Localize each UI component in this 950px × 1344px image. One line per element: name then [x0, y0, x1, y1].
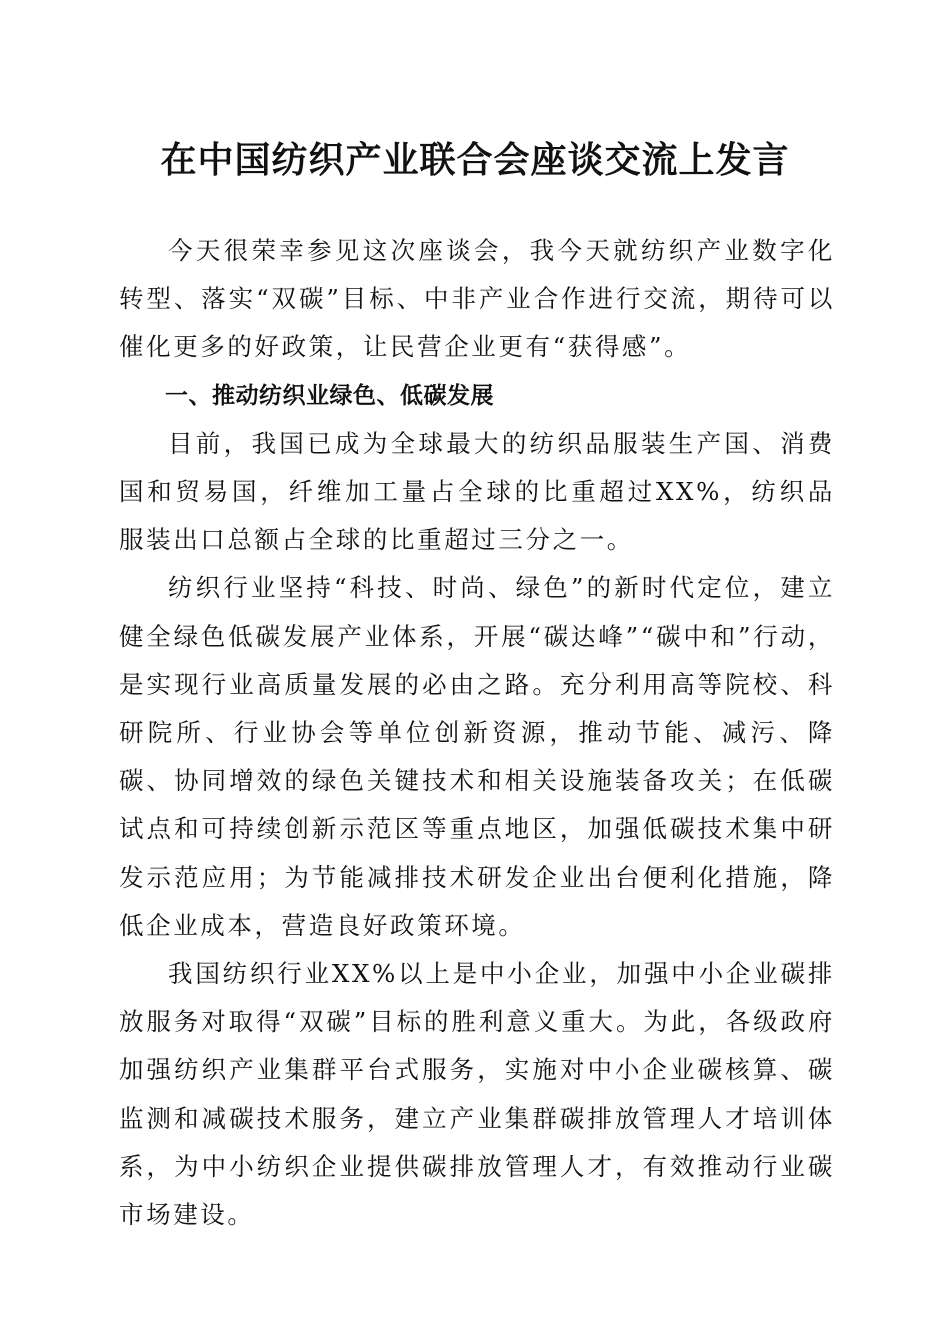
body-paragraph: 目前，我国已成为全球最大的纺织品服装生产国、消费国和贸易国，纤维加工量占全球的比重超过XX%，纺织品服装出口总额占全球的比重超过三分之一。: [119, 428, 835, 555]
body-paragraph: 我国纺织行业XX%以上是中小企业，加强中小企业碳排放服务对取得“双碳”目标的胜利意义重大。为此，各级政府加强纺织产业集群平台式服务，实施对中小企业碳核算、碳监测和减碳技术服务，建立产业集群碳排放管理人才培训体系，为中小纺织企业提供碳排放管理人才，有效推动行业碳市场建设。: [119, 959, 835, 1230]
document-title: 在中国纺织产业联合会座谈交流上发言: [160, 139, 790, 181]
intro-paragraph: 今天很荣幸参见这次座谈会，我今天就纺织产业数字化转型、落实“双碳”目标、中非产业合作进行交流，期待可以催化更多的好政策，让民营企业更有“获得感”。: [119, 236, 835, 362]
body-paragraph: 纺织行业坚持“科技、时尚、绿色”的新时代定位，建立健全绿色低碳发展产业体系，开展“碳达峰”“碳中和”行动，是实现行业高质量发展的必由之路。充分利用高等院校、科研院所、行业协会等单位创新资源，推动节能、减污、降碳、协同增效的绿色关键技术和相关设施装备攻关；在低碳试点和可持续创新示范区等重点地区，加强低碳技术集中研发示范应用；为节能减排技术研发企业出台便利化措施，降低企业成本，营造良好政策环境。: [119, 573, 835, 940]
section-heading: 一、推动纺织业绿色、低碳发展: [165, 382, 494, 409]
document-body: [119, 227, 835, 1239]
